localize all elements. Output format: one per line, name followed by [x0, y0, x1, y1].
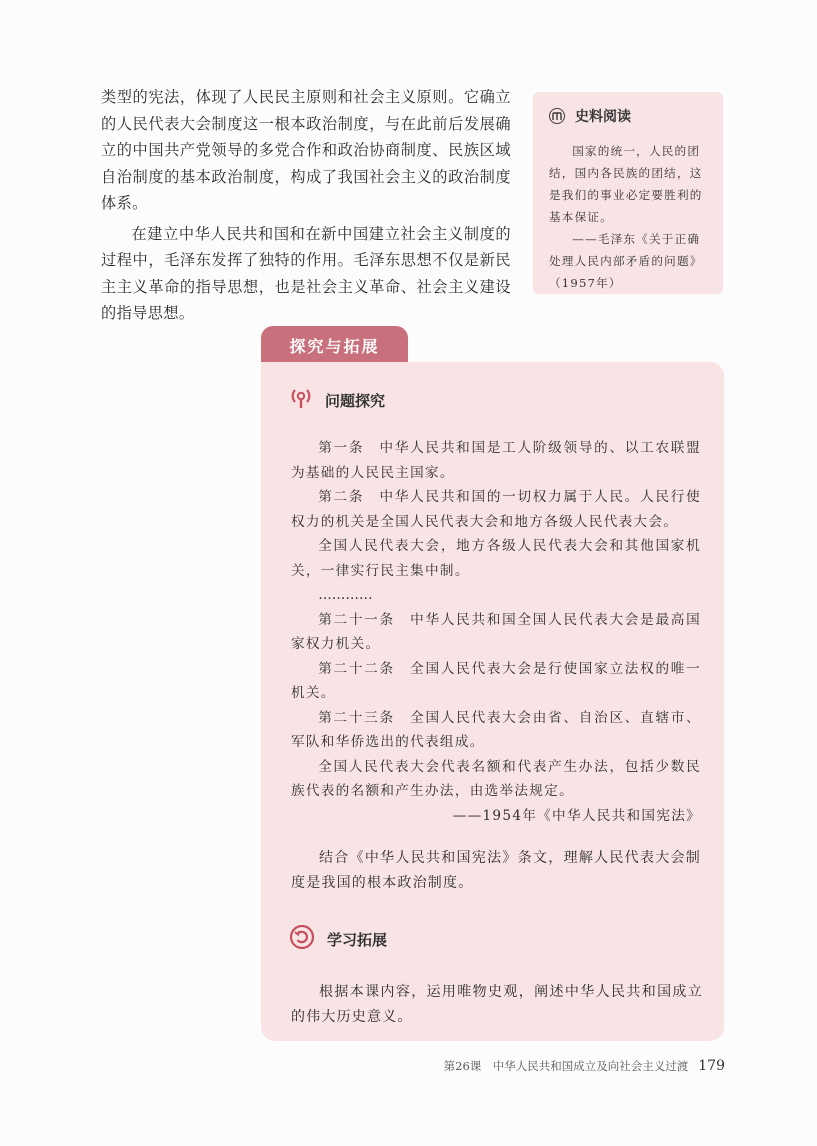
learning-extension-body [291, 980, 703, 1030]
page-footer [444, 1058, 725, 1074]
article-item: 第一条 中华人民共和国是工人阶级领导的、以工农联盟为基础的人民民主国家。 [291, 440, 701, 481]
learning-extension-title: 学习拓展 [327, 930, 388, 949]
main-paragraph-1: 类型的宪法，体现了人民民主原则和社会主义原则。它确立的人民代表大会制度这一根本政治制度，与在此前后发展确立的中国共产党领导的多党合作和政治协商制度、民族区域自治制度的基本政治制度，构成了我国社会主义的政治制度体系。 [101, 88, 511, 212]
learning-extension-text: 根据本课内容，运用唯物史观，阐述中华人民共和国成立的伟大历史意义。 [291, 984, 703, 1025]
article-ellipsis: ………… [318, 587, 373, 603]
article-item: 全国人民代表大会代表名额和代表产生办法，包括少数民族代表的名额和产生办法，由选举法规定。 [291, 758, 701, 799]
inquiry-task [291, 846, 701, 896]
learning-extension-header [289, 924, 387, 954]
article-item: 第二十二条 全国人民代表大会是行使国家立法权的唯一机关。 [291, 660, 701, 701]
source-reading-box [533, 92, 723, 294]
source-reading-header [549, 106, 709, 126]
cycle-icon [289, 924, 315, 954]
main-body-text [101, 84, 511, 327]
article-item: 第二十三条 全国人民代表大会由省、自治区、直辖市、军队和华侨选出的代表组成。 [291, 709, 701, 750]
article-item: 第二条 中华人民共和国的一切权力属于人民。人民行使权力的机关是全国人民代表大会和地方各级人民代表大会。 [291, 489, 701, 530]
footer-lesson-title: 第26课 中华人民共和国成立及向社会主义过渡 [443, 1059, 689, 1073]
question-inquiry-header [289, 386, 385, 414]
articles-source: ——1954年《中华人民共和国宪法》 [452, 807, 701, 824]
book-icon [549, 108, 565, 124]
main-paragraph-2: 在建立中华人民共和国和在新中国建立社会主义制度的过程中，毛泽东发挥了独特的作用。毛泽东思想不仅是新民主主义革命的指导思想，也是社会主义革命、社会主义建设的指导思想。 [101, 224, 511, 322]
constitution-articles [291, 436, 701, 828]
explore-extend-panel [261, 362, 724, 1041]
article-item: 第二十一条 中华人民共和国全国人民代表大会是最高国家权力机关。 [291, 611, 701, 652]
question-inquiry-title: 问题探究 [325, 391, 386, 410]
page-number: 179 [698, 1058, 725, 1074]
source-quote: 国家的统一，人民的团结，国内各民族的团结，这是我们的事业必定要胜利的基本保证。 [549, 144, 703, 224]
inquiry-task-text: 结合《中华人民共和国宪法》条文，理解人民代表大会制度是我国的根本政治制度。 [291, 850, 701, 891]
article-item: 全国人民代表大会，地方各级人民代表大会和其他国家机关，一律实行民主集中制。 [291, 538, 701, 579]
signal-icon [289, 386, 313, 414]
explore-extend-tab: 探究与拓展 [261, 326, 408, 364]
source-reading-title: 史料阅读 [575, 109, 631, 125]
source-citation: ——毛泽东《关于正确处理人民内部矛盾的问题》（1957年） [549, 232, 703, 290]
